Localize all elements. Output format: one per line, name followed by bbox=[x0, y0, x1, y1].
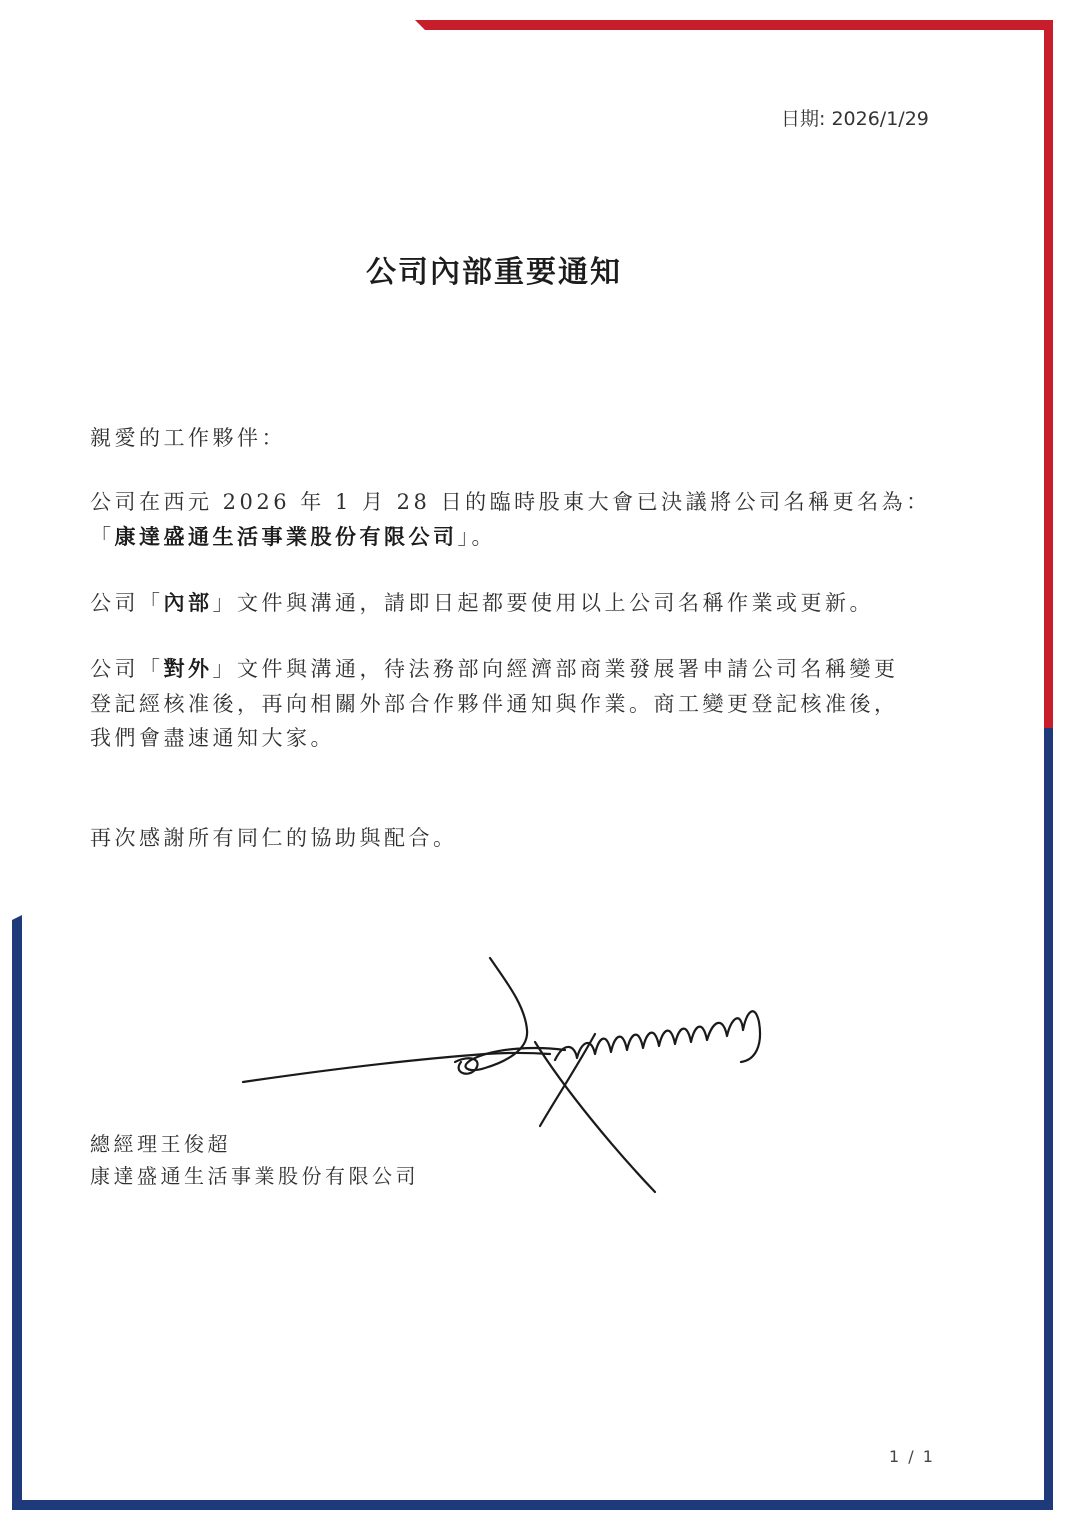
para2-highlight: 內部 bbox=[163, 590, 213, 615]
paragraph-3-line-2: 登記經核准後，再向相關外部合作夥伴通知與作業。商工變更登記核准後， bbox=[90, 692, 899, 716]
greeting: 親愛的工作夥伴： bbox=[90, 426, 286, 450]
signer-company: 康達盛通生活事業股份有限公司 bbox=[90, 1164, 419, 1188]
blue-border-band-bottom bbox=[12, 1500, 1053, 1510]
date-label: 日期: bbox=[781, 108, 826, 130]
paragraph-1-line-1: 公司在西元 2026 年 1 月 28 日的臨時股東大會已決議將公司名稱更名為： bbox=[90, 490, 931, 514]
para2-prefix: 公司「 bbox=[90, 591, 164, 615]
paragraph-2 bbox=[90, 587, 874, 617]
para2-suffix: 」文件與溝通，請即日起都要使用以上公司名稱作業或更新。 bbox=[212, 591, 874, 615]
document-title: 公司內部重要通知 bbox=[366, 255, 622, 290]
signer-title: 總經理王俊超 bbox=[90, 1132, 231, 1156]
close-quote: 」。 bbox=[457, 525, 496, 549]
paragraph-1-line-2 bbox=[90, 521, 496, 551]
page-number: 1 / 1 bbox=[889, 1447, 935, 1466]
blue-border-band-right bbox=[1044, 728, 1053, 1510]
para3-suffix: 」文件與溝通，待法務部向經濟部商業發展署申請公司名稱變更 bbox=[212, 657, 899, 681]
para3-prefix: 公司「 bbox=[90, 657, 164, 681]
paragraph-3-line-3: 我們會盡速通知大家。 bbox=[90, 726, 335, 750]
closing-remark: 再次感謝所有同仁的協助與配合。 bbox=[90, 826, 458, 850]
blue-border-band-left bbox=[12, 915, 22, 1500]
para3-highlight: 對外 bbox=[163, 656, 213, 681]
open-quote: 「 bbox=[90, 525, 115, 549]
date-value: 2026/1/29 bbox=[831, 108, 929, 130]
document-date bbox=[781, 104, 929, 131]
paragraph-3-line-1 bbox=[90, 653, 899, 683]
red-border-band bbox=[415, 20, 1053, 728]
new-company-name: 康達盛通生活事業股份有限公司 bbox=[114, 524, 458, 549]
